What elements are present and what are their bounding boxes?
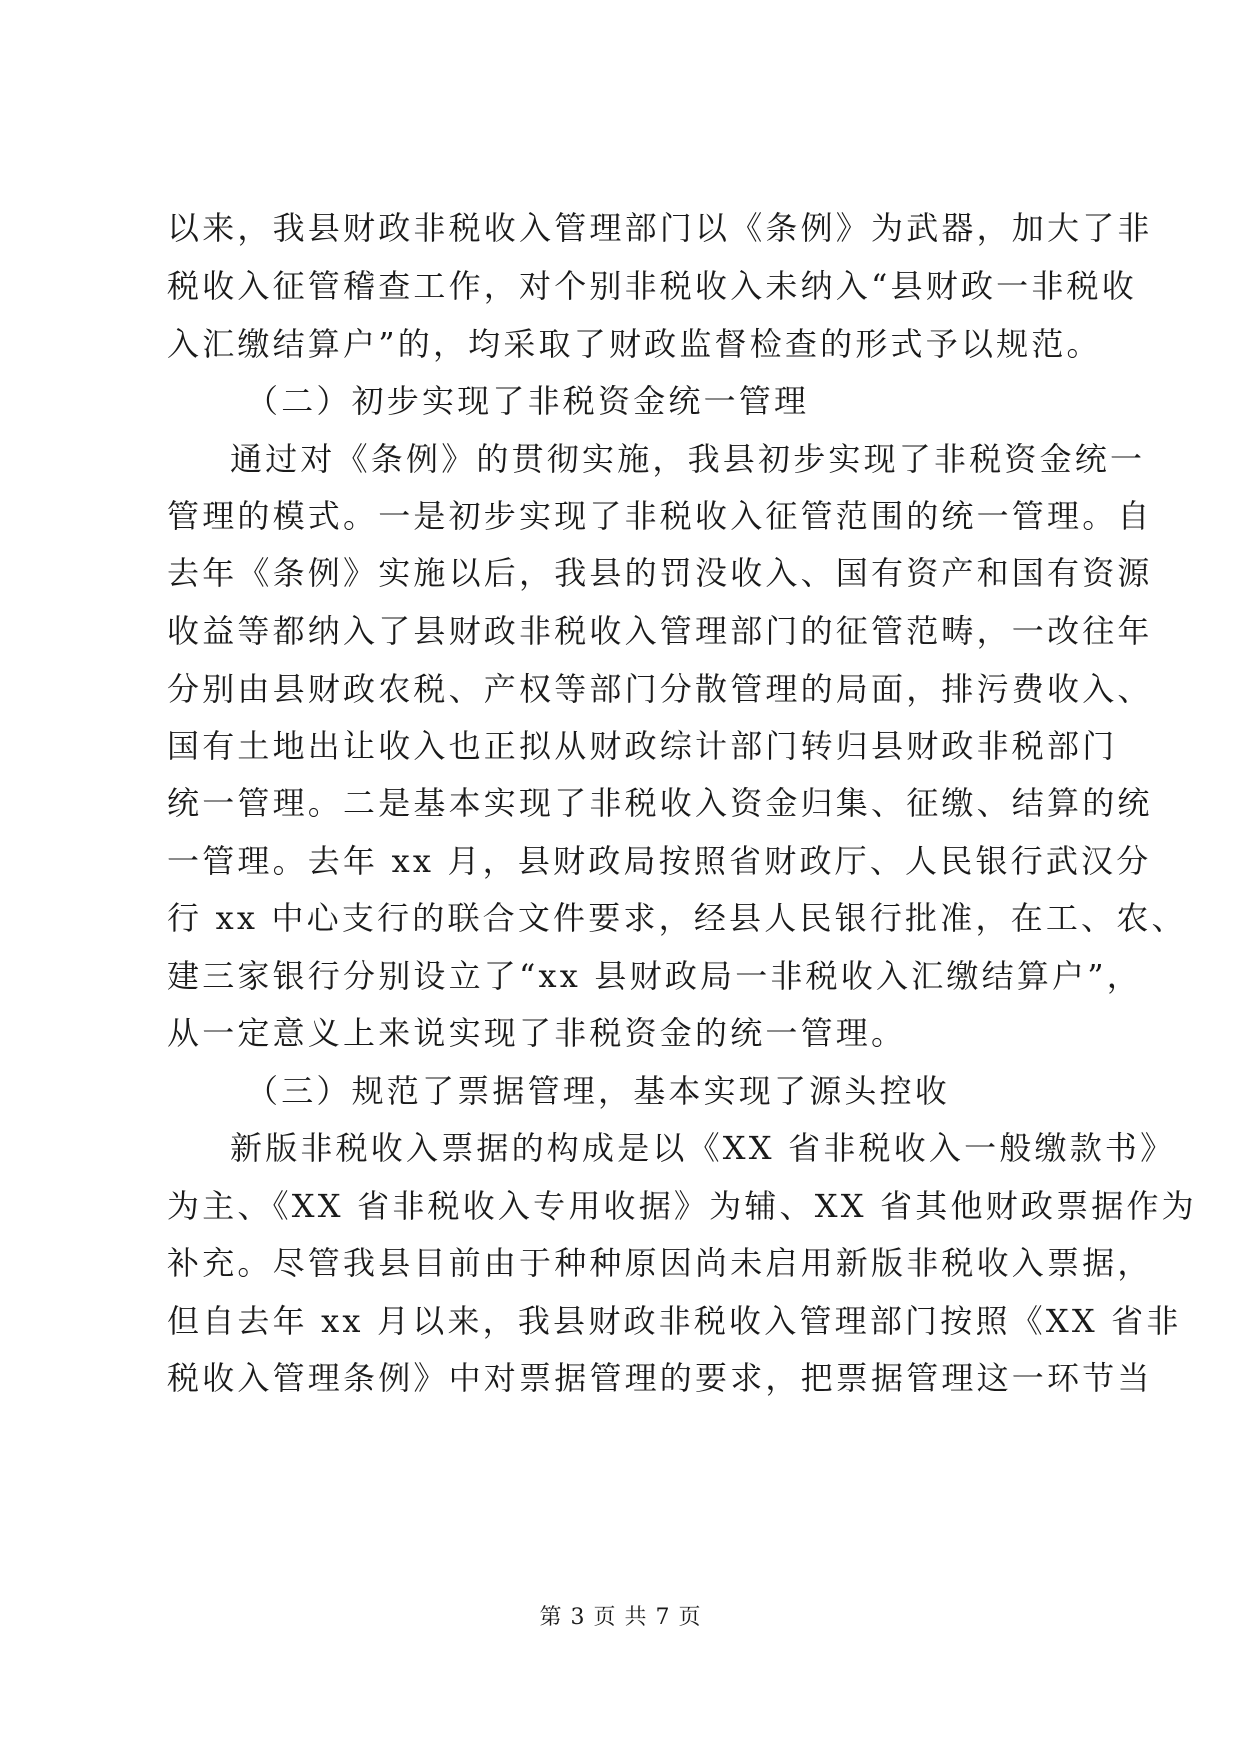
body-line: 税收入管理条例》中对票据管理的要求，把票据管理这一环节当 [167, 1359, 1153, 1397]
body-line: 为主、《XX 省非税收入专用收据》为辅、XX 省其他财政票据作为 [167, 1187, 1197, 1225]
body-line: 补充。尽管我县目前由于种种原因尚未启用新版非税收入票据， [167, 1244, 1153, 1282]
section-heading: （二）初步实现了非税资金统一管理 [246, 382, 810, 420]
body-line: 从一定意义上来说实现了非税资金的统一管理。 [167, 1014, 907, 1052]
body-line: 一管理。去年 xx 月，县财政局按照省财政厅、人民银行武汉分 [167, 842, 1152, 880]
body-line: 行 xx 中心支行的联合文件要求，经县人民银行批准，在工、农、 [167, 899, 1187, 937]
body-line: 收益等都纳入了县财政非税收入管理部门的征管范畴，一改往年 [167, 612, 1153, 650]
page-footer: 第 3 页 共 7 页 [539, 1605, 702, 1630]
body-line: 但自去年 xx 月以来，我县财政非税收入管理部门按照《XX 省非 [167, 1302, 1182, 1340]
body-line: 税收入征管稽查工作，对个别非税收入未纳入“县财政一非税收 [167, 267, 1137, 305]
section-heading: （三）规范了票据管理，基本实现了源头控收 [246, 1072, 951, 1110]
paragraph-first-line: 通过对《条例》的贯彻实施，我县初步实现了非税资金统一 [230, 440, 1146, 478]
body-line: 去年《条例》实施以后，我县的罚没收入、国有资产和国有资源 [167, 554, 1153, 592]
body-line: 统一管理。二是基本实现了非税收入资金归集、征缴、结算的统 [167, 784, 1153, 822]
body-line: 国有土地出让收入也正拟从财政综计部门转归县财政非税部门 [167, 727, 1118, 765]
body-line: 以来，我县财政非税收入管理部门以《条例》为武器，加大了非 [167, 209, 1153, 247]
body-line: 入汇缴结算户”的，均采取了财政监督检查的形式予以规范。 [167, 325, 1102, 363]
body-line: 建三家银行分别设立了“xx 县财政局一非税收入汇缴结算户”， [167, 957, 1142, 995]
paragraph-first-line: 新版非税收入票据的构成是以《XX 省非税收入一般缴款书》 [230, 1129, 1176, 1167]
body-line: 管理的模式。一是初步实现了非税收入征管范围的统一管理。自 [167, 497, 1153, 535]
body-line: 分别由县财政农税、产权等部门分散管理的局面，排污费收入、 [167, 670, 1153, 708]
